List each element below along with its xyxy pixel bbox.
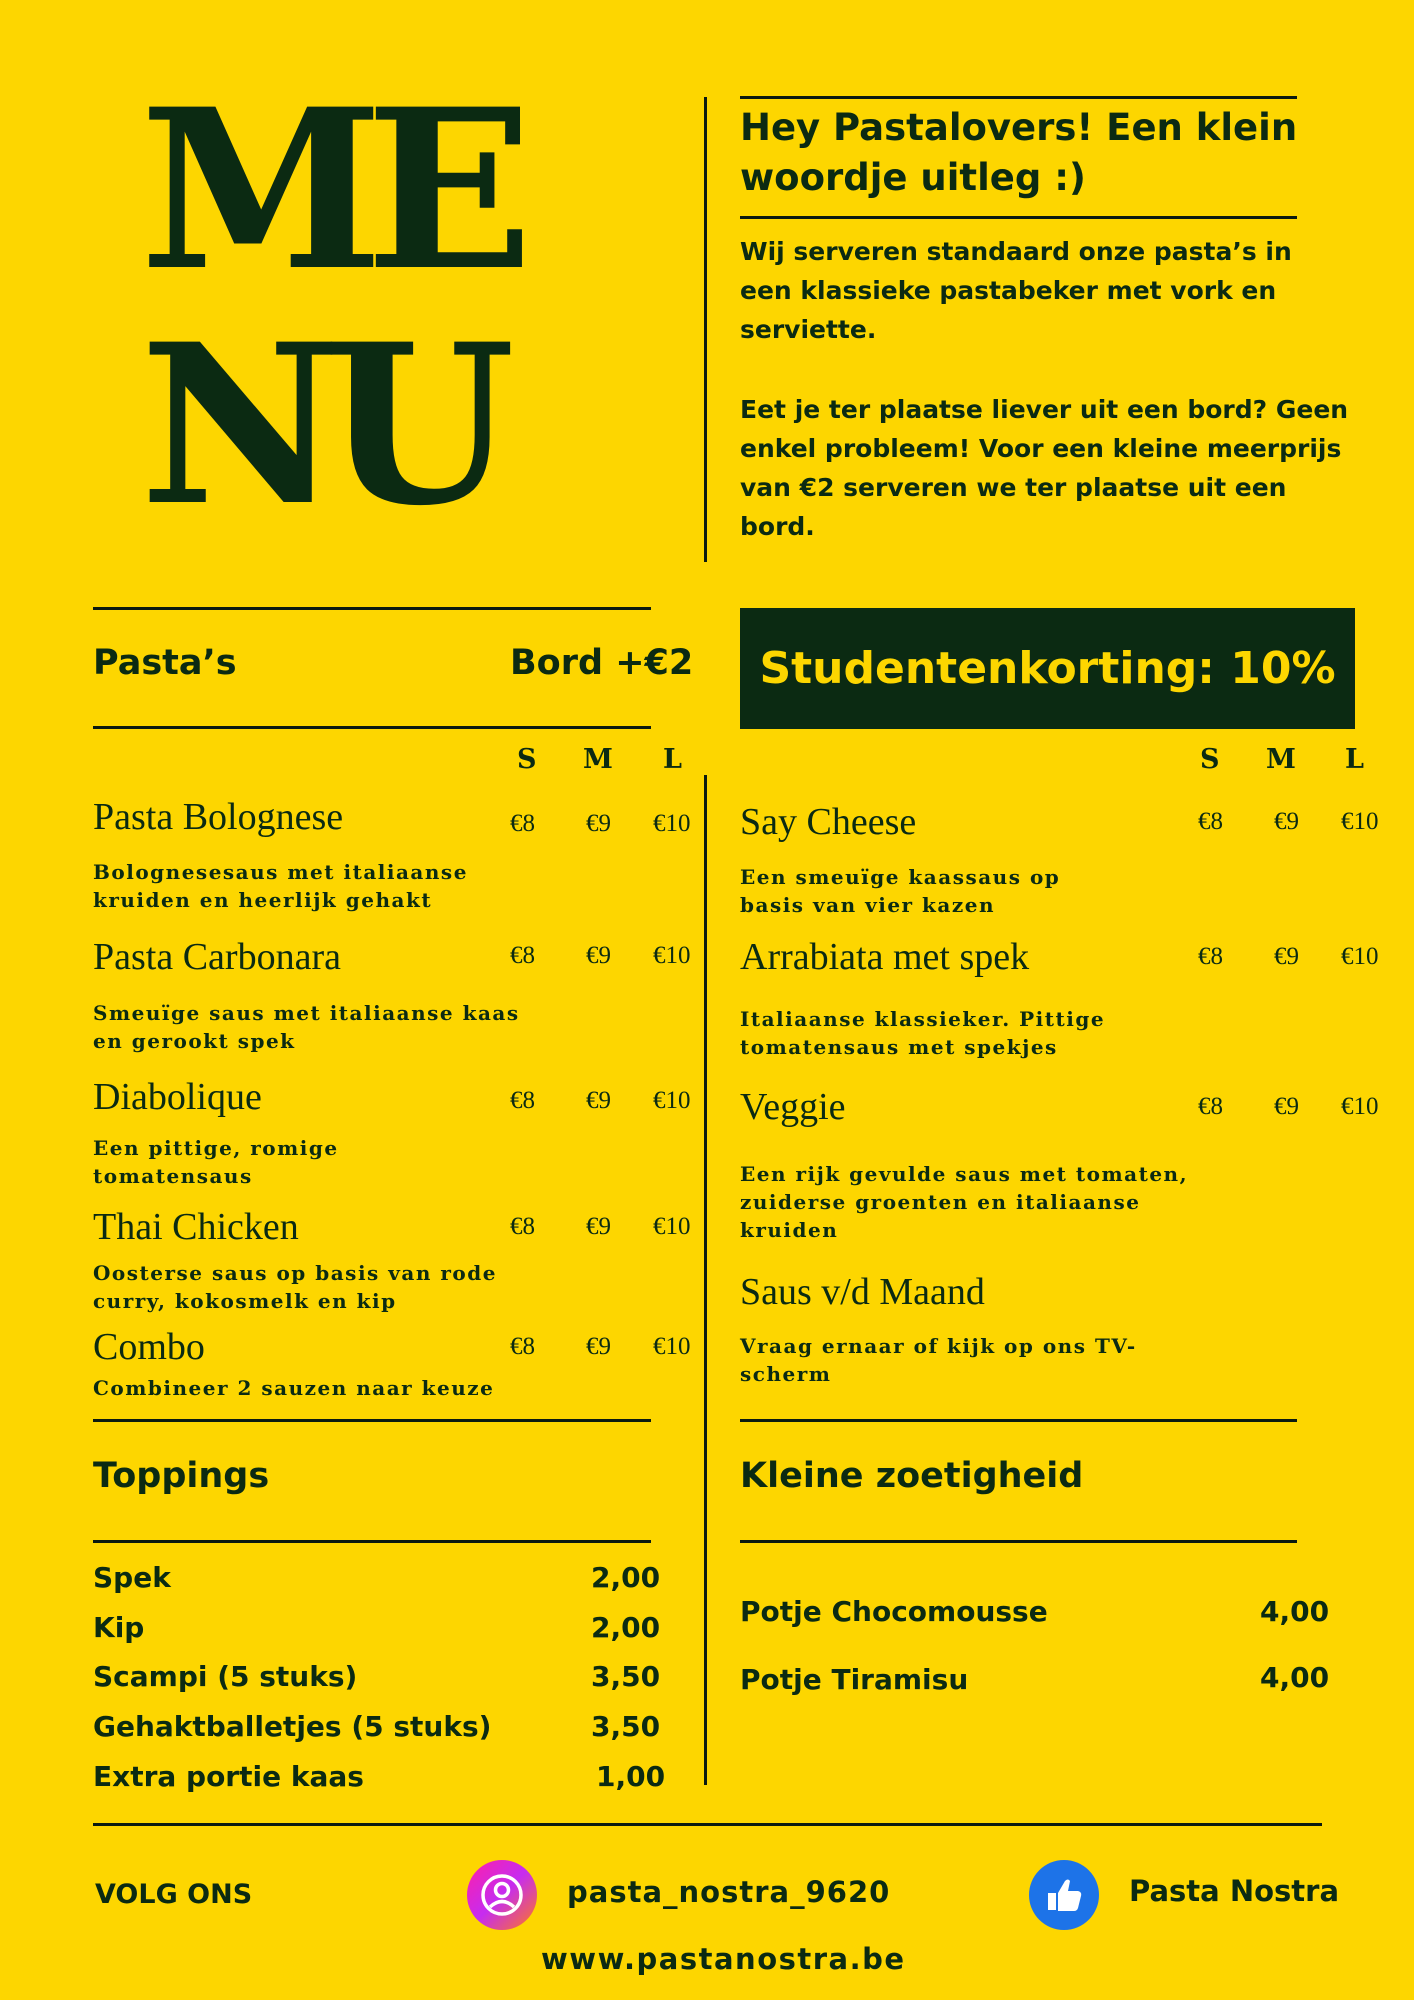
intro-paragraph-1: Wij serveren standaard onze pasta’s in een klassieke pastabeker met vork en serviette. bbox=[740, 237, 1292, 344]
price-s: €8 bbox=[510, 1213, 535, 1240]
menu-title-top: ME bbox=[140, 60, 516, 319]
follow-us-label: VOLG ONS bbox=[95, 1879, 253, 1910]
dessert-price: 4,00 bbox=[1260, 1661, 1330, 1694]
dish-description: Vraag ernaar of kijk op ons TV- scherm bbox=[740, 1334, 1137, 1386]
topping-price: 3,50 bbox=[591, 1710, 661, 1743]
price-m: €9 bbox=[586, 942, 611, 969]
dessert-title: Kleine zoetigheid bbox=[740, 1456, 1084, 1496]
instagram-handle[interactable]: pasta_nostra_9620 bbox=[567, 1875, 891, 1909]
dish-name: Pasta Bolognese bbox=[93, 796, 344, 838]
dessert-name: Potje Tiramisu bbox=[740, 1663, 969, 1696]
dish-name: Saus v/d Maand bbox=[740, 1271, 985, 1313]
dish-description: Een pittige, romige tomatensaus bbox=[93, 1136, 339, 1188]
dish-name: Combo bbox=[93, 1326, 205, 1368]
main-vertical-divider bbox=[704, 775, 707, 1785]
price-l: €10 bbox=[1341, 1093, 1379, 1120]
dish-name: Arrabiata met spek bbox=[740, 936, 1030, 978]
top-vertical-divider bbox=[704, 97, 707, 562]
topping-name: Extra portie kaas bbox=[93, 1760, 364, 1793]
dish-name: Diabolique bbox=[93, 1076, 262, 1118]
price-l: €10 bbox=[653, 810, 691, 837]
price-l: €10 bbox=[653, 1333, 691, 1360]
price-l: €10 bbox=[653, 942, 691, 969]
dish-name: Veggie bbox=[740, 1086, 846, 1128]
dish-name: Say Cheese bbox=[740, 801, 917, 843]
instagram-icon[interactable] bbox=[467, 1860, 537, 1930]
pastas-title: Pasta’s bbox=[93, 643, 237, 683]
dessert-top-rule bbox=[740, 1419, 1297, 1422]
price-m: €9 bbox=[586, 1087, 611, 1114]
price-m: €9 bbox=[586, 1333, 611, 1360]
dish-description: Italiaanse klassieker. Pittige tomatensaus met spekjes bbox=[740, 1007, 1106, 1059]
dish-name: Pasta Carbonara bbox=[93, 936, 341, 978]
price-m: €9 bbox=[586, 1213, 611, 1240]
price-m: €9 bbox=[1274, 1093, 1299, 1120]
size-l-left: L bbox=[663, 744, 682, 775]
bord-surcharge: Bord +€2 bbox=[510, 643, 694, 683]
price-s: €8 bbox=[1198, 943, 1223, 970]
dish-description: Combineer 2 sauzen naar keuze bbox=[93, 1376, 495, 1400]
dessert-price: 4,00 bbox=[1260, 1595, 1330, 1628]
size-l-right: L bbox=[1345, 744, 1364, 775]
toppings-bottom-rule bbox=[93, 1540, 651, 1543]
price-s: €8 bbox=[1198, 1093, 1223, 1120]
size-s-left: S bbox=[517, 744, 537, 775]
intro-heading-line1: Hey Pastalovers! Een klein bbox=[740, 106, 1298, 149]
facebook-page-name[interactable]: Pasta Nostra bbox=[1129, 1874, 1340, 1908]
intro-top-rule bbox=[740, 96, 1297, 99]
menu-title-bottom: NU bbox=[140, 295, 497, 554]
price-m: €9 bbox=[586, 810, 611, 837]
topping-price: 2,00 bbox=[591, 1561, 661, 1594]
price-s: €8 bbox=[510, 942, 535, 969]
topping-price: 1,00 bbox=[596, 1760, 666, 1793]
toppings-top-rule bbox=[93, 1419, 651, 1422]
topping-price: 3,50 bbox=[591, 1660, 661, 1693]
price-l: €10 bbox=[1341, 943, 1379, 970]
dish-description: Een smeuïge kaassaus op basis van vier kazen bbox=[740, 865, 1061, 917]
instagram-glyph bbox=[467, 1860, 537, 1930]
pastas-top-rule bbox=[93, 607, 651, 610]
website-link[interactable]: www.pastanostra.be bbox=[541, 1942, 906, 1976]
topping-price: 2,00 bbox=[591, 1611, 661, 1644]
dessert-name: Potje Chocomousse bbox=[740, 1595, 1048, 1628]
student-discount-banner: Studentenkorting: 10% bbox=[740, 608, 1355, 729]
intro-paragraph-2: Eet je ter plaatse liever uit een bord? Geen enkel probleem! Voor een kleine meerprijs van €2 serveren we ter plaatse uit een bord. bbox=[740, 395, 1349, 541]
size-m-right: M bbox=[1266, 744, 1296, 775]
dish-description: Smeuïge saus met italiaanse kaas en gerookt spek bbox=[93, 1001, 520, 1053]
dish-description: Bolognesesaus met italiaanse kruiden en heerlijk gehakt bbox=[93, 860, 468, 912]
pastas-bottom-rule bbox=[93, 726, 651, 729]
topping-name: Spek bbox=[93, 1561, 171, 1594]
intro-heading-line2: woordje uitleg :) bbox=[740, 156, 1086, 199]
topping-name: Scampi (5 stuks) bbox=[93, 1660, 358, 1693]
size-s-right: S bbox=[1200, 744, 1220, 775]
price-l: €10 bbox=[653, 1087, 691, 1114]
price-s: €8 bbox=[510, 1333, 535, 1360]
topping-name: Gehaktballetjes (5 stuks) bbox=[93, 1710, 492, 1743]
thumbs-up-glyph bbox=[1029, 1860, 1099, 1930]
price-l: €10 bbox=[653, 1213, 691, 1240]
dessert-bottom-rule bbox=[740, 1540, 1297, 1543]
dish-description: Oosterse saus op basis van rode curry, kokosmelk en kip bbox=[93, 1261, 497, 1313]
dish-description: Een rijk gevulde saus met tomaten, zuiderse groenten en italiaanse kruiden bbox=[740, 1162, 1189, 1242]
intro-bottom-rule bbox=[740, 216, 1297, 219]
footer-rule bbox=[93, 1823, 1322, 1826]
price-s: €8 bbox=[1198, 808, 1223, 835]
topping-name: Kip bbox=[93, 1611, 145, 1644]
price-m: €9 bbox=[1274, 943, 1299, 970]
size-m-left: M bbox=[583, 744, 613, 775]
price-s: €8 bbox=[510, 810, 535, 837]
price-l: €10 bbox=[1341, 808, 1379, 835]
price-m: €9 bbox=[1274, 808, 1299, 835]
price-s: €8 bbox=[510, 1087, 535, 1114]
facebook-like-icon[interactable] bbox=[1029, 1860, 1099, 1930]
dish-name: Thai Chicken bbox=[93, 1206, 299, 1248]
toppings-title: Toppings bbox=[93, 1456, 270, 1496]
